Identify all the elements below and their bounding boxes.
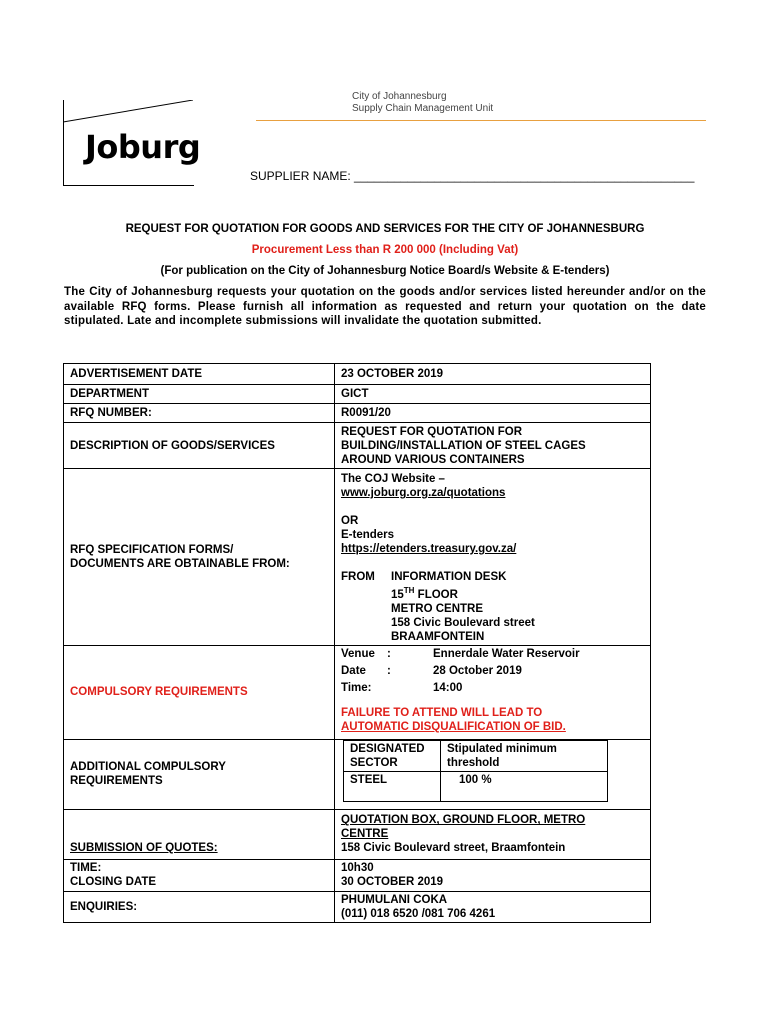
- threshold-value: 100 %: [441, 771, 608, 801]
- submission-line: QUOTATION BOX, GROUND FLOOR, METRO: [341, 814, 586, 827]
- attendance-warning: FAILURE TO ATTEND WILL LEAD TO: [341, 706, 543, 719]
- org-line-2: Supply Chain Management Unit: [352, 103, 494, 114]
- address-line: INFORMATION DESK: [391, 571, 507, 583]
- table-row: [64, 469, 651, 646]
- table-row: [64, 423, 651, 469]
- enquiries-value: [335, 891, 651, 922]
- address-line: 158 Civic Boulevard street: [391, 616, 535, 629]
- organisation-name: [352, 91, 493, 115]
- forms-label: [64, 469, 335, 646]
- address-line: METRO CENTRE: [391, 602, 483, 615]
- enquiries-label: ENQUIRIES:: [64, 891, 335, 922]
- additional-requirements-label: [64, 739, 335, 809]
- department-label: DEPARTMENT: [64, 385, 335, 404]
- joburg-logo: Joburg: [85, 128, 201, 166]
- closing-date: 30 OCTOBER 2019: [341, 876, 444, 889]
- table-row: [64, 385, 651, 404]
- description-line: BUILDING/INSTALLATION OF STEEL CAGES: [341, 439, 586, 452]
- etenders-label: E-tenders: [341, 529, 395, 541]
- submission-label: SUBMISSION OF QUOTES:: [64, 809, 335, 859]
- closing-date-label: CLOSING DATE: [70, 876, 157, 889]
- time-label: TIME:: [70, 862, 102, 875]
- venue-row: Venue : Ennerdale Water Reservoir: [341, 647, 580, 660]
- coj-website-link[interactable]: www.joburg.org.za/quotations: [341, 487, 506, 499]
- table-row: [64, 404, 651, 423]
- forms-label-line: DOCUMENTS ARE OBTAINABLE FROM:: [70, 557, 290, 570]
- advertisement-date-value: 23 OCTOBER 2019: [335, 364, 651, 385]
- information-desk-address: [341, 570, 644, 644]
- compulsory-requirements-value: [335, 645, 651, 739]
- forms-label-line: RFQ SPECIFICATION FORMS/: [70, 543, 234, 556]
- rfq-number-value: R0091/20: [335, 404, 651, 423]
- sector-header: DESIGNATED SECTOR: [344, 740, 441, 771]
- website-label: The COJ Website –: [341, 473, 445, 485]
- logo-frame-slant: [63, 100, 193, 130]
- rfq-number-label: RFQ NUMBER:: [64, 404, 335, 423]
- attendance-warning: AUTOMATIC DISQUALIFICATION OF BID.: [341, 720, 566, 733]
- additional-label-line: REQUIREMENTS: [70, 775, 163, 788]
- etenders-link[interactable]: https://etenders.treasury.gov.za/: [341, 543, 517, 555]
- description-line: REQUEST FOR QUOTATION FOR: [341, 425, 523, 438]
- publication-note: (For publication on the City of Johannesburg Notice Board/s Website & E-tenders): [160, 265, 610, 277]
- table-row: [64, 364, 651, 385]
- time-row: Time: 14:00: [341, 681, 463, 694]
- address-line: 15TH FLOOR: [391, 586, 458, 601]
- advertisement-date-label: ADVERTISEMENT DATE: [64, 364, 335, 385]
- additional-requirements-value: [335, 739, 651, 809]
- forms-value: [335, 469, 651, 646]
- closing-value: [335, 859, 651, 891]
- submission-value: [335, 809, 651, 859]
- org-line-1: City of Johannesburg: [352, 91, 447, 102]
- table-row: [344, 740, 608, 771]
- intro-paragraph: The City of Johannesburg requests your quotation on the goods and/or services listed hereunder and/or on the available RFQ forms. Please furnish all information as requested and return your quotation on the date stipulated. Late and incomplete submissions will invalidate the quotation submitted.: [64, 286, 706, 327]
- submission-line: 158 Civic Boulevard street, Braamfontein: [341, 842, 566, 855]
- designation-table: [343, 740, 608, 802]
- department-value: GICT: [335, 385, 651, 404]
- description-label: DESCRIPTION OF GOODS/SERVICES: [64, 423, 335, 469]
- document-title: REQUEST FOR QUOTATION FOR GOODS AND SERVICES FOR THE CITY OF JOHANNESBURG: [125, 223, 645, 235]
- table-row: [64, 891, 651, 922]
- address-line: BRAAMFONTEIN: [391, 630, 485, 643]
- additional-label-line: ADDITIONAL COMPULSORY: [70, 761, 226, 774]
- procurement-threshold: Procurement Less than R 200 000 (Including Vat): [251, 244, 519, 256]
- table-row: [344, 771, 608, 801]
- table-row: [64, 739, 651, 809]
- supplier-name-field: SUPPLIER NAME: ___________________________________________________: [250, 169, 695, 183]
- description-line: AROUND VARIOUS CONTAINERS: [341, 453, 525, 466]
- table-row: [64, 859, 651, 891]
- compulsory-requirements-label: COMPULSORY REQUIREMENTS: [64, 645, 335, 739]
- table-row: [64, 645, 651, 739]
- contact-name: PHUMULANI COKA: [341, 893, 448, 906]
- threshold-header: Stipulated minimum threshold: [441, 740, 608, 771]
- date-row: Date : 28 October 2019: [341, 664, 522, 677]
- contact-phone: (011) 018 6520 /081 706 4261: [341, 907, 496, 920]
- or-label: OR: [341, 515, 359, 527]
- header-rule: [256, 120, 706, 121]
- table-row: [64, 809, 651, 859]
- submission-line: CENTRE: [341, 828, 389, 841]
- rfq-details-table: [63, 363, 651, 923]
- closing-label: [64, 859, 335, 891]
- sector-value: STEEL: [344, 771, 441, 801]
- description-value: [335, 423, 651, 469]
- closing-time: 10h30: [341, 862, 374, 875]
- from-label: FROM: [341, 571, 375, 583]
